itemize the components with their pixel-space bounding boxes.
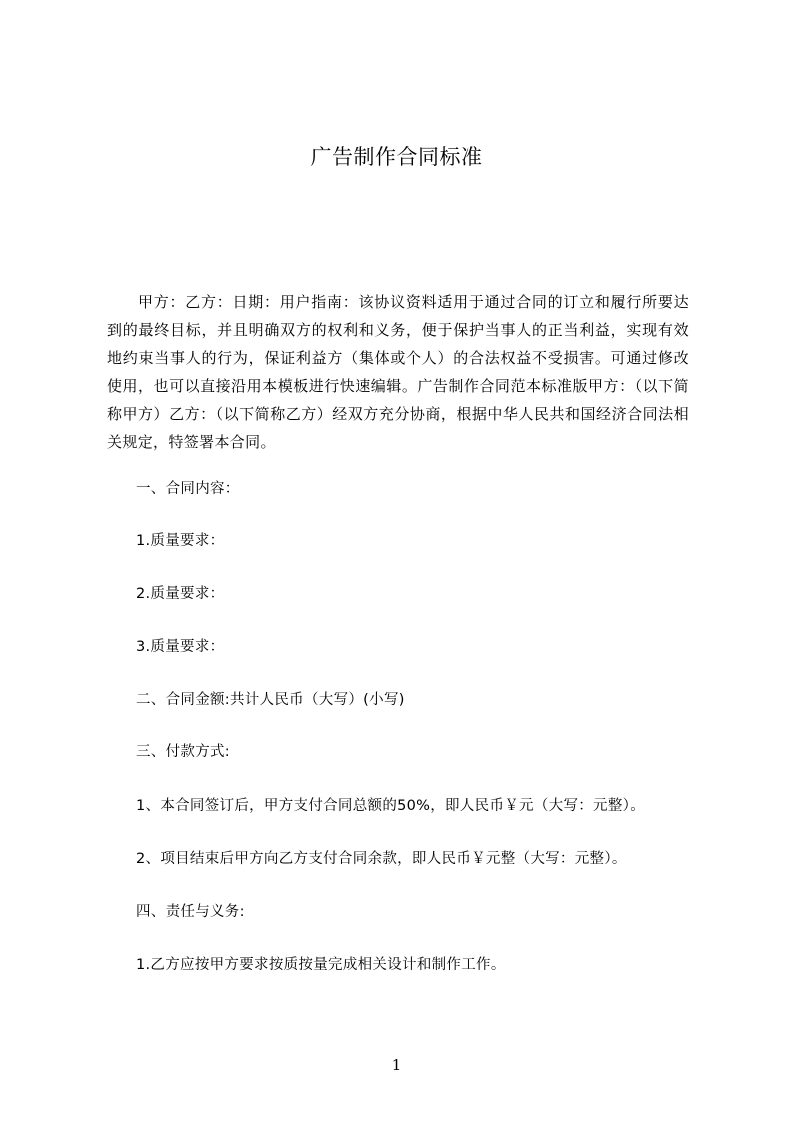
section-heading-contract-amount: 二、合同金额:共计人民币（大写）(小写) [136, 692, 405, 708]
document-title: 广告制作合同标准 [310, 145, 483, 169]
quality-requirement-3: 3.质量要求： [136, 639, 225, 655]
payment-term-1: 1、本合同签订后，甲方支付合同总额的50%，即人民币￥元（大写：元整）。 [136, 798, 646, 814]
quality-requirement-2: 2.质量要求： [136, 586, 225, 602]
section-heading-payment-method: 三、付款方式: [136, 744, 230, 760]
section-heading-responsibilities: 四、责任与义务: [136, 904, 245, 920]
section-heading-contract-content: 一、合同内容： [136, 481, 240, 497]
payment-term-2: 2、项目结束后甲方向乙方支付合同余款，即人民币￥元整（大写：元整）。 [136, 851, 627, 867]
page-number: 1 [391, 1056, 402, 1074]
responsibility-item-1: 1.乙方应按甲方要求按质按量完成相关设计和制作工作。 [136, 957, 506, 973]
quality-requirement-1: 1.质量要求： [136, 533, 225, 549]
intro-paragraph: 甲方：乙方：日期：用户指南：该协议资料适用于通过合同的订立和履行所要达到的最终目标，并且明确双方的权利和义务，便于保护当事人的正当利益，实现有效地约束当事人的行为，保证利益方（集体或个人）的合法权益不受损害。可通过修改使用，也可以直接沿用本模板进行快速编辑。广告制作合同范本标准版甲方：（以下简称甲方）乙方：（以下简称乙方）经双方充分协商，根据中华人民共和国经济合同法相关规定，特签署本合同。 [107, 293, 689, 451]
